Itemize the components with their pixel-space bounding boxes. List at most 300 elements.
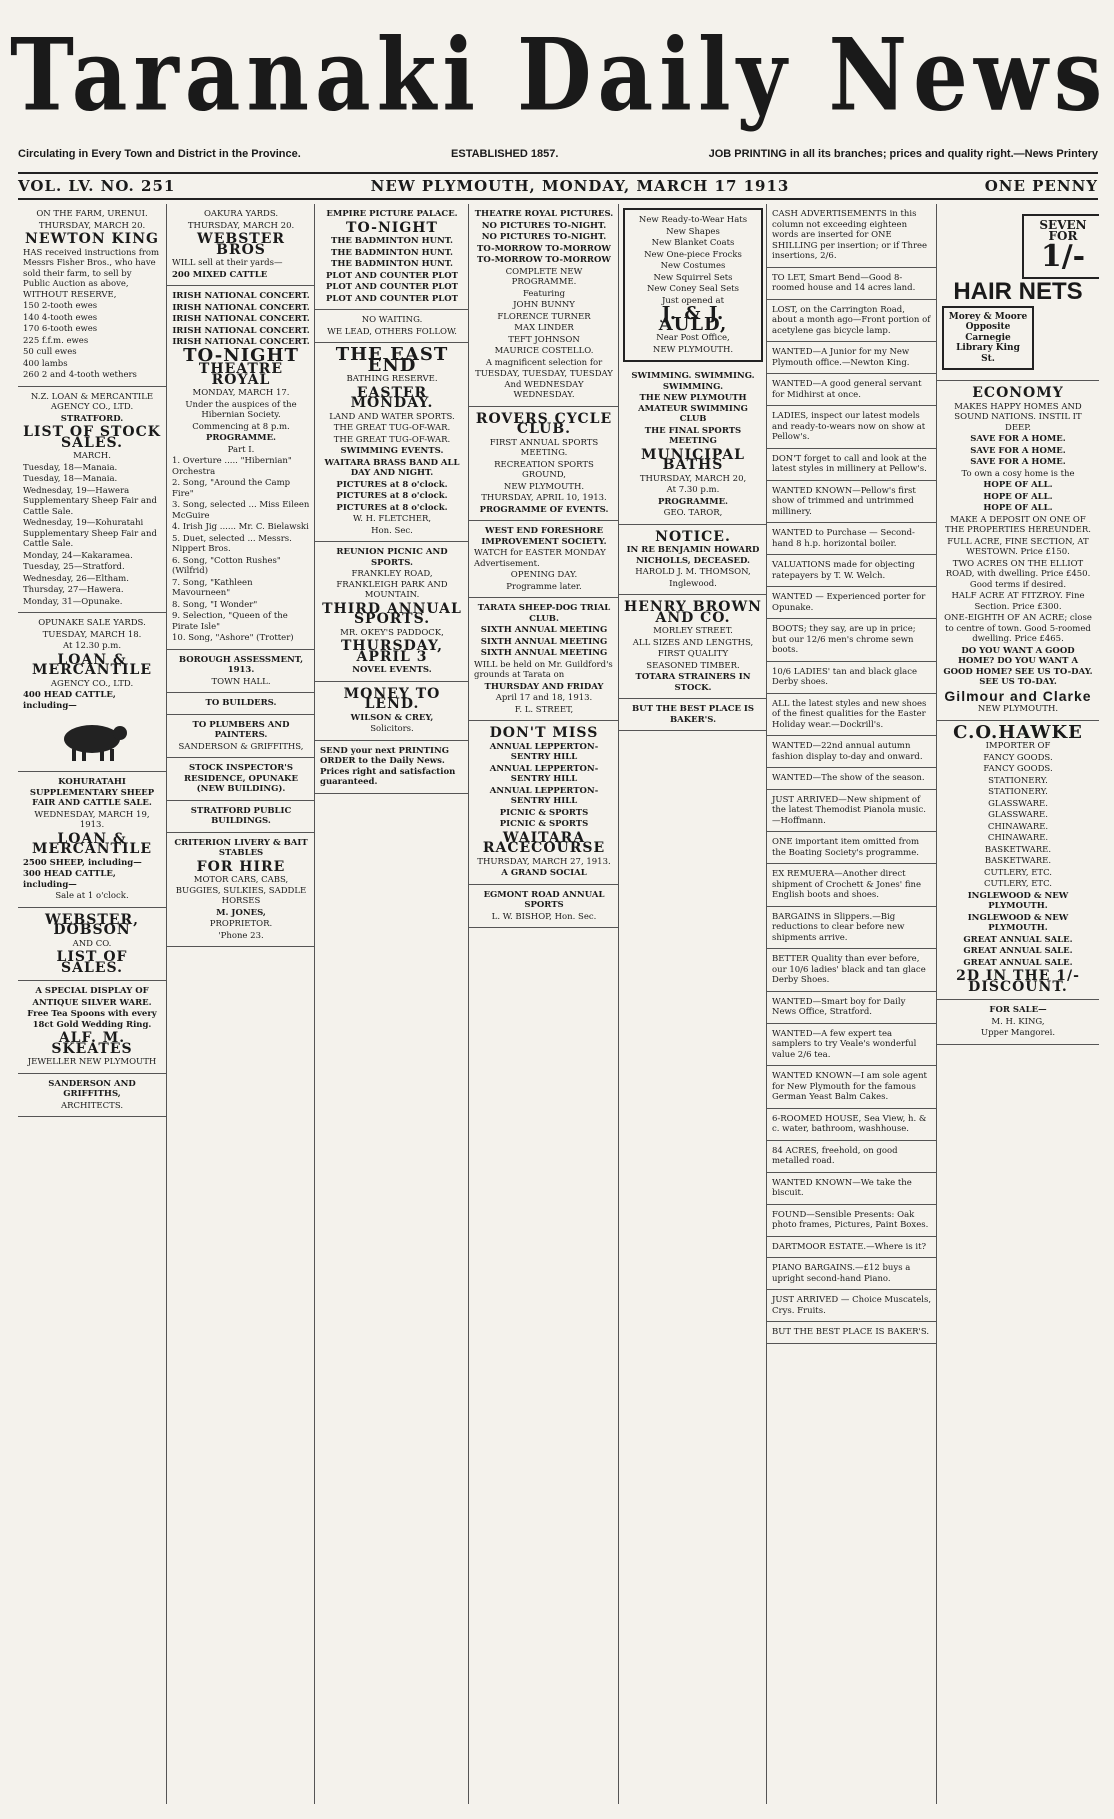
concert-line: IRISH NATIONAL CONCERT. <box>172 325 310 336</box>
thursday-friday: THURSDAY AND FRIDAY <box>484 681 604 692</box>
hair-nets: HAIR NETS <box>953 278 1083 305</box>
skeates-sub: JEWELLER NEW PLYMOUTH <box>27 1057 157 1067</box>
spoons: Free Tea Spoons with every 18ct Gold Wedding Ring. <box>27 1009 157 1030</box>
stratford-buildings-ad <box>167 801 315 833</box>
goods-item: FANCY GOODS. <box>983 752 1053 763</box>
circulating-text: Circulating in Every Town and District in the Province. <box>18 148 301 160</box>
goods-item: STATIONERY. <box>988 787 1048 797</box>
auld-item: New One-piece Frocks <box>644 249 742 260</box>
hope-all: HOPE OF ALL. <box>983 480 1053 490</box>
goods-item: BASKETWARE. <box>984 844 1052 855</box>
motor-cars: MOTOR CARS, CABS, BUGGIES, SULKIES, SADDLE HORSES <box>175 875 307 906</box>
first-annual: FIRST ANNUAL SPORTS MEETING. <box>489 437 599 458</box>
time: At 7.30 p.m. <box>666 485 720 495</box>
classified-ad <box>767 1173 937 1205</box>
silver-ad <box>18 981 166 1074</box>
king: M. H. KING, <box>991 1016 1045 1027</box>
totara: TOTARA STRAINERS IN STOCK. <box>635 672 751 693</box>
skeates: ALF. M. SKEATES <box>51 1030 133 1057</box>
importer: IMPORTER OF <box>985 741 1051 751</box>
programme-item: 7. Song, "Kathleen Mavourneen" <box>172 577 253 598</box>
days: TUESDAY, TUESDAY, TUESDAY And WEDNESDAY WEDNESDAY. <box>475 369 613 400</box>
wilson-crey: WILSON & CREY, <box>350 712 434 723</box>
silver-head: A SPECIAL DISPLAY OF <box>35 986 149 996</box>
stock-item: 225 f.f.m. ewes <box>23 335 89 346</box>
classified-ad <box>767 1258 937 1290</box>
cattle-heading-2: 300 HEAD CATTLE, including— <box>23 869 116 890</box>
column-2 <box>166 204 315 1804</box>
classified-ad <box>767 768 937 790</box>
waitara-racecourse: WAITARA RACECOURSE <box>482 829 606 856</box>
silver-ware: ANTIQUE SILVER WARE. <box>32 997 152 1008</box>
star: MAURICE COSTELLO. <box>494 346 594 356</box>
third-annual: THIRD ANNUAL SPORTS. <box>322 600 462 627</box>
for-sale-ad <box>937 1000 1099 1045</box>
auld-np: NEW PLYMOUTH. <box>652 344 734 355</box>
concert-line: IRISH NATIONAL CONCERT. <box>172 302 310 313</box>
classified-text: PIANO BARGAINS.—£12 buys a upright second-hand Piano. <box>772 1263 911 1284</box>
timber: SEASONED TIMBER. <box>646 660 740 671</box>
seven-price: 1/- <box>1040 239 1086 274</box>
column-4 <box>468 204 619 1804</box>
sale-item: Tuesday, 18—Manaia. <box>23 474 118 484</box>
stock-item: 150 2-tooth ewes <box>23 301 98 311</box>
okey: MR. OKEY'S PADDOCK, <box>340 627 444 638</box>
sale-item: Thursday, 27—Hawera. <box>23 585 124 595</box>
easter-monday: EASTER MONDAY. <box>350 384 434 411</box>
tarata: TARATA SHEEP-DOG TRIAL CLUB. <box>477 603 611 624</box>
swim-programme: PROGRAMME. <box>657 496 729 507</box>
town-hall: TOWN HALL. <box>211 676 271 687</box>
hope-all: HOPE OF ALL. <box>983 503 1053 513</box>
seven-for-ad <box>937 204 1099 381</box>
novel-events: NOVEL EVENTS. <box>352 665 432 675</box>
fitzroy: HALF ACRE AT FITZROY. Fine Section. Price £300. <box>951 591 1085 612</box>
matinee: A magnificent selection for <box>485 357 603 368</box>
rovers-ad <box>469 407 619 522</box>
classified-ad <box>767 790 937 833</box>
opunake-ad <box>18 613 166 772</box>
classified-ad <box>767 662 937 694</box>
near-post-office: Near Post Office, <box>656 333 730 343</box>
no-waiting: NO WAITING. <box>361 315 423 325</box>
sale-time: Sale at 1 o'clock. <box>55 891 129 901</box>
classified-ad <box>767 619 937 662</box>
sale-item: Tuesday, 18—Manaia. <box>23 462 118 473</box>
east-end-ad <box>315 343 469 542</box>
j-j-auld: J. & J. AULD, <box>658 303 728 335</box>
sanderson-ad <box>18 1074 166 1118</box>
column-6 <box>766 204 937 1804</box>
pictures: PICTURES at 8 o'clock. <box>336 502 448 513</box>
sizes: ALL SIZES AND LENGTHS, <box>632 637 754 648</box>
badminton: THE BADMINTON HUNT. <box>331 247 453 258</box>
classified-ad <box>767 449 937 481</box>
plot: PLOT AND COUNTER PLOT <box>325 293 459 304</box>
seven-for-box <box>1022 214 1099 279</box>
seven-for: SEVEN FOR <box>1039 218 1087 243</box>
sale-item: Wednesday, 19—Kohuratahi Supplementary Sheep Fair and Cattle Sale. <box>23 518 157 549</box>
stratford: STRATFORD. <box>60 413 124 424</box>
classified-text: WANTED KNOWN—I am sole agent for New Plymouth for the famous German Yeast Balm Cakes. <box>772 1071 927 1102</box>
hawke-ad <box>937 721 1099 1001</box>
jones: M. JONES, <box>216 907 266 918</box>
classified-ad <box>767 1322 937 1344</box>
loan-mercantile-2: LOAN & MERCANTILE <box>31 830 153 857</box>
brass-band: WAITARA BRASS BAND ALL DAY AND NIGHT. <box>324 457 460 478</box>
kohuratahi-ad <box>18 772 166 908</box>
newton-text: HAS received instructions from Messrs Fisher Bros., who have sold their farm, to sell by Public Auction as above, WITHOUT RESERVE, <box>23 247 160 300</box>
economy: ECONOMY <box>972 385 1064 401</box>
cash-notice <box>767 204 937 268</box>
star: FLORENCE TURNER <box>497 311 591 322</box>
money-ad <box>315 682 469 741</box>
column-5 <box>618 204 767 1804</box>
column-1 <box>18 204 166 1804</box>
webster-dobson: WEBSTER, DOBSON <box>45 911 139 938</box>
sixth-annual: SIXTH ANNUAL MEETING <box>480 636 608 647</box>
notice: NOTICE. <box>655 528 731 545</box>
lepperton: ANNUAL LEPPERTON-SENTRY HILL <box>489 741 599 762</box>
classified-text: WANTED—22nd annual autumn fashion display to-day and onward. <box>772 741 923 762</box>
star: MAX LINDER <box>514 323 574 333</box>
programme-item: 9. Selection, "Queen of the Pirate Isle" <box>172 611 288 632</box>
henry-brown: HENRY BROWN AND CO. <box>624 599 762 626</box>
waiting-ad <box>315 310 469 343</box>
send-printing: SEND your next PRINTING ORDER to the Daily News. Prices right and satisfaction guaranteed. <box>320 745 456 787</box>
classified-ad <box>767 268 937 300</box>
want-home: DO YOU WANT A GOOD HOME? DO YOU WANT A GOOD HOME? SEE US TO-DAY. SEE US TO-DAY. <box>943 645 1093 687</box>
bathing: BATHING RESERVE. <box>346 374 438 384</box>
west-end-ad <box>469 521 619 598</box>
webster-sub: AND CO. <box>72 938 112 949</box>
newton-king-ad <box>18 204 166 387</box>
classified-ad <box>767 1237 937 1259</box>
lepperton: ANNUAL LEPPERTON-SENTRY HILL <box>489 763 599 784</box>
no-pictures: NO PICTURES TO-NIGHT. <box>481 220 607 231</box>
classified-text: 6-ROOMED HOUSE, Sea View, h. & c. water, bathroom, washhouse. <box>772 1113 927 1134</box>
classified-ad <box>767 1109 937 1141</box>
save-home: SAVE FOR A HOME. <box>970 457 1066 467</box>
annual-sale: GREAT ANNUAL SALE. <box>963 957 1073 968</box>
auld-item: New Blanket Coats <box>651 238 735 248</box>
architects: ARCHITECTS. <box>60 1100 124 1111</box>
rovers-np: NEW PLYMOUTH. <box>503 481 585 492</box>
lepperton: ANNUAL LEPPERTON-SENTRY HILL <box>489 785 599 806</box>
tug-of-war: THE GREAT TUG-OF-WAR. <box>333 434 451 445</box>
april-dates: April 17 and 18, 1913. <box>495 693 593 703</box>
guildford: WILL be held on Mr. Guildford's grounds at Tarata on <box>474 659 613 680</box>
sixth-annual: SIXTH ANNUAL MEETING <box>480 648 608 658</box>
classified-text: WANTED to Purchase — Second-hand 8 h.p. horizontal boiler. <box>772 528 915 549</box>
classified-text: WANTED—Smart boy for Daily News Office, Stratford. <box>772 996 906 1017</box>
classified-ad <box>767 1024 937 1067</box>
classified-ad <box>767 406 937 449</box>
henry-brown-ad <box>619 595 767 699</box>
baker-ad <box>619 699 767 731</box>
stratford-buildings: STRATFORD PUBLIC BUILDINGS. <box>190 805 292 826</box>
classified-text: WANTED KNOWN—Pellow's first show of trimmed and untrimmed millinery. <box>772 485 916 517</box>
programme-item: 1. Overture ..... "Hibernian" Orchestra <box>172 456 292 477</box>
pictures: PICTURES at 8 o'clock. <box>336 491 448 501</box>
tug-of-war: THE GREAT TUG-OF-WAR. <box>333 423 451 433</box>
nz-loan: N.Z. LOAN & MERCANTILE AGENCY CO., LTD. <box>30 391 154 412</box>
webster-text: WILL sell at their yards— <box>172 258 283 268</box>
classified-ad <box>767 864 937 907</box>
opunake-time: At 12.30 p.m. <box>62 641 122 651</box>
farm-heading: ON THE FARM, URENUI. <box>36 209 148 219</box>
classified-text: JUST ARRIVED—New shipment of the latest Themodist Pianola music.—Hoffmann. <box>772 794 926 826</box>
sale-item: Monday, 24—Kakaramea. <box>23 550 133 561</box>
classified-ad <box>767 300 937 343</box>
empire-tonight: TO-NIGHT <box>346 219 438 236</box>
full-acre: FULL ACRE, FINE SECTION, AT WESTOWN. Price £150. <box>947 536 1089 557</box>
classified-text: WANTED KNOWN—We take the biscuit. <box>772 1177 912 1198</box>
grand-social: A GRAND SOCIAL <box>501 868 587 878</box>
classified-ad <box>767 1141 937 1173</box>
classified-ad <box>767 949 937 992</box>
east-end: THE EAST END <box>335 344 449 376</box>
classified-ad <box>767 1290 937 1322</box>
programme-item: 6. Song, "Cotton Rushes" (Wilfrid) <box>172 555 281 576</box>
cash-text: CASH ADVERTISEMENTS in this column not exceeding eighteen words are inserted for ONE SHILLING per insertion; or if Three insertions, 2/6. <box>772 209 928 261</box>
recreation: RECREATION SPORTS GROUND, <box>494 459 594 480</box>
quality: FIRST QUALITY <box>657 649 729 659</box>
classified-ad <box>767 587 937 619</box>
np-club: THE NEW PLYMOUTH AMATEUR SWIMMING CLUB <box>638 393 748 424</box>
classified-text: LADIES, inspect our latest models and ready-to-wears now on show at Pellow's. <box>772 411 926 442</box>
auld-ad <box>623 208 763 362</box>
classified-ad <box>767 1066 937 1109</box>
programme-item: 2. Song, "Around the Camp Fire" <box>172 478 291 499</box>
masthead-title: Taranaki Daily News <box>10 17 1109 134</box>
swimming-events: SWIMMING EVENTS. <box>340 446 444 456</box>
column-3 <box>314 204 469 1804</box>
classified-ad <box>767 1205 937 1237</box>
auld-item: New Coney Seal Sets <box>646 284 740 294</box>
inglewood-np: INGLEWOOD & NEW PLYMOUTH. <box>967 890 1069 911</box>
land-water: LAND AND WATER SPORTS. <box>329 411 455 422</box>
goods-item: CUTLERY, ETC. <box>983 879 1053 889</box>
classified-text: WANTED—A few expert tea samplers to try Veale's wonderful value 2/6 tea. <box>772 1028 917 1060</box>
plumbers: TO PLUMBERS AND PAINTERS. <box>192 719 290 740</box>
sale-item: Wednesday, 26—Eltham. <box>23 573 129 584</box>
concert-line: IRISH NATIONAL CONCERT. <box>172 337 310 347</box>
borough: BOROUGH ASSESSMENT, 1913. <box>178 654 304 675</box>
economy-ad <box>937 381 1099 721</box>
inglewood: Inglewood. <box>669 578 717 589</box>
programme-item: 8. Song, "I Wonder" <box>172 599 258 610</box>
concert-line: IRISH NATIONAL CONCERT. <box>172 291 310 301</box>
goods-item: GLASSWARE. <box>988 810 1048 820</box>
stock-item: 140 4-tooth ewes <box>23 312 98 323</box>
theatre-royal: THEATRE ROYAL <box>198 361 284 388</box>
opunake-date: TUESDAY, MARCH 18. <box>42 629 142 640</box>
programme-item: 5. Duet, selected ... Messrs. Nippert Bros. <box>172 533 292 554</box>
goods-item: BASKETWARE. <box>984 856 1052 866</box>
kohuratahi: KOHURATAHI SUPPLEMENTARY SHEEP FAIR AND CATTLE SALE. <box>29 777 155 808</box>
final-sports: THE FINAL SPORTS MEETING <box>644 425 742 446</box>
oakura: OAKURA YARDS. <box>203 209 279 219</box>
loan-mercantile: LOAN & MERCANTILE <box>31 651 153 678</box>
programme-item: 3. Song, selected ... Miss Eileen McGuire <box>172 500 310 521</box>
thursday-march-27: THURSDAY, MARCH 27, 1913. <box>477 856 611 867</box>
swimming-ad <box>619 366 767 525</box>
theatre-royal-pictures: THEATRE ROYAL PICTURES. <box>474 209 614 219</box>
price: ONE PENNY <box>984 177 1098 195</box>
tonight: TO-NIGHT <box>183 344 299 366</box>
criterion: CRITERION LIVERY & BAIT STABLES <box>174 837 308 858</box>
classified-text: WANTED — Experienced porter for Opunake. <box>772 592 926 613</box>
classified-text: VALUATIONS made for objecting ratepayers by T. W. Welch. <box>772 560 915 581</box>
printing-ad <box>315 741 469 794</box>
classified-ad <box>767 374 937 406</box>
nz-loan-ad <box>18 387 166 614</box>
criterion-ad <box>167 833 315 948</box>
classified-ad <box>767 523 937 555</box>
columns <box>18 204 1098 1804</box>
loan-sub: AGENCY CO., LTD. <box>50 678 134 689</box>
discount: 2D IN THE 1/- DISCOUNT. <box>956 968 1080 995</box>
we-lead: WE LEAD, OTHERS FOLLOW. <box>327 326 457 337</box>
reunion-ad <box>315 542 469 682</box>
inglewood-np: INGLEWOOD & NEW PLYMOUTH. <box>967 912 1069 933</box>
rovers: ROVERS CYCLE CLUB. <box>475 410 613 437</box>
sixth-annual: SIXTH ANNUAL MEETING <box>480 625 608 635</box>
classified-text: WANTED—A good general servant for Midhirst at once. <box>772 379 922 400</box>
programme: PROGRAMME. <box>205 433 277 443</box>
solicitors: Solicitors. <box>370 724 414 734</box>
egmont-ad <box>469 885 619 929</box>
thursday-april-10: THURSDAY, APRIL 10, 1913. <box>481 493 607 503</box>
programme-item: 10. Song, "Ashore" (Trotter) <box>172 633 294 643</box>
programme-later: Programme later. <box>506 581 582 592</box>
for-hire: FOR HIRE <box>196 858 286 875</box>
masthead <box>10 12 1109 140</box>
gilmour-sub: NEW PLYMOUTH. <box>977 704 1059 714</box>
builders-ad <box>167 693 315 715</box>
plot: PLOT AND COUNTER PLOT <box>325 270 459 281</box>
events: PROGRAMME OF EVENTS. <box>479 504 609 515</box>
sheep-heading: 2500 SHEEP, including— <box>23 857 142 868</box>
opening-day: OPENING DAY. <box>510 570 578 580</box>
hibernian: Under the auspices of the Hibernian Society. <box>185 399 297 420</box>
swimming: SWIMMING. SWIMMING. SWIMMING. <box>631 371 755 392</box>
classified-ad <box>767 342 937 374</box>
classified-text: BOOTS; they say, are up in price; but our 12/6 men's chrome sewn boots. <box>772 624 916 655</box>
dont-miss: DON'T MISS <box>489 725 599 741</box>
stock-item: 400 lambs <box>23 358 68 369</box>
one-eighth: ONE-EIGHTH OF AN ACRE; close to centre of town. Good 5-roomed dwelling. Price £465. <box>944 613 1092 644</box>
no-pictures: NO PICTURES TO-NIGHT. <box>481 232 607 242</box>
annual-sale: GREAT ANNUAL SALE. <box>963 946 1073 956</box>
estate: IN RE BENJAMIN HOWARD NICHOLLS, DECEASED. <box>626 545 760 566</box>
volume: VOL. LV. NO. 251 <box>18 177 176 195</box>
reunion: REUNION PICNIC AND SPORTS. <box>336 547 448 568</box>
classified-ad <box>767 481 937 524</box>
borough-ad <box>167 650 315 694</box>
hon-sec: Hon. Sec. <box>371 525 413 536</box>
auld-item: New Costumes <box>660 261 726 271</box>
thomson: HAROLD J. M. THOMSON, <box>635 567 751 577</box>
sale-item: Wednesday, 19—Hawera Supplementary Sheep Fair and Cattle Sale. <box>23 485 157 517</box>
money-to-lend: MONEY TO LEND. <box>343 685 441 712</box>
march: MARCH. <box>73 451 111 461</box>
classified-text: EX REMUERA—Another direct shipment of Crochett & Jones' fine English boots and shoes. <box>772 869 921 900</box>
picnic-sports: PICNIC & SPORTS <box>499 807 589 818</box>
goods-item: GLASSWARE. <box>988 798 1048 809</box>
classified-ad <box>767 907 937 950</box>
c-o-hawke: C.O.HAWKE <box>953 721 1083 743</box>
goods-item: STATIONERY. <box>988 775 1048 786</box>
classified-text: WANTED—A Junior for my New Plymouth office.—Newton King. <box>772 347 910 368</box>
watch: WATCH for EASTER MONDAY Advertisement. <box>474 548 606 569</box>
stock-inspector: STOCK INSPECTOR'S RESIDENCE, OPUNAKE (NEW BUILDING). <box>184 763 298 794</box>
badminton: THE BADMINTON HUNT. <box>331 259 453 269</box>
fletcher: W. H. FLETCHER, <box>352 514 432 524</box>
classified-text: DON'T forget to call and look at the latest styles in millinery at Pellow's. <box>772 453 927 474</box>
star: TEFT JOHNSON <box>508 334 580 345</box>
star: JOHN BUNNY <box>513 300 575 310</box>
tomorrow: TO-MORROW TO-MORROW <box>477 255 611 265</box>
theatre-royal-pictures-ad <box>469 204 619 407</box>
classified-text: BUT THE BEST PLACE IS BAKER'S. <box>772 1327 930 1337</box>
classified-text: ALL the latest styles and new shoes of the finest qualities for the Easter Holiday wear.—Dockrill's. <box>772 698 927 730</box>
builders: TO BUILDERS. <box>205 698 277 708</box>
save-home: SAVE FOR A HOME. <box>970 434 1066 444</box>
cattle-heading: 400 HEAD CATTLE, including— <box>23 690 116 711</box>
classified-text: JUST ARRIVED — Choice Muscatels, Crys. Fruits. <box>772 1295 932 1316</box>
monday-date: MONDAY, MARCH 17. <box>192 388 290 398</box>
webster-bros-ad <box>167 204 315 286</box>
tomorrow: TO-MORROW TO-MORROW <box>477 243 611 254</box>
proprietor: PROPRIETOR. <box>209 919 273 929</box>
empire-ad <box>315 204 469 310</box>
classified-text: BETTER Quality than ever before, our 10/6 ladies' black and tan glace Derby Shoes. <box>772 954 926 985</box>
classified-text: FOUND—Sensible Presents: Oak photo frames, Pictures, Paint Boxes. <box>772 1209 929 1230</box>
badminton: THE BADMINTON HUNT. <box>331 236 453 246</box>
picnic-sports: PICNIC & SPORTS <box>499 819 589 829</box>
stock-item: 50 cull ewes <box>23 347 77 357</box>
classified-ad <box>767 736 937 768</box>
lepperton-ad <box>469 721 619 885</box>
commencing: Commencing at 8 p.m. <box>192 421 290 432</box>
west-end: WEST END FORESHORE IMPROVEMENT SOCIETY. <box>481 526 607 547</box>
goods-item: FANCY GOODS. <box>983 764 1053 774</box>
webster-bros: WEBSTER BROS <box>196 231 286 258</box>
masthead-subline <box>18 148 1098 160</box>
bishop: L. W. BISHOP, Hon. Sec. <box>491 911 597 922</box>
notice-ad <box>619 525 767 596</box>
classified-text: 84 ACRES, freehold, on good metalled road. <box>772 1145 898 1166</box>
featuring: Featuring <box>522 288 566 299</box>
auld-item: New Squirrel Sets <box>653 272 733 283</box>
thursday-april: THURSDAY, APRIL 3 <box>341 638 443 665</box>
classified-ad <box>767 555 937 587</box>
classified-text: 10/6 LADIES' tan and black glace Derby shoes. <box>772 666 918 687</box>
empire: EMPIRE PICTURE PALACE. <box>326 209 458 219</box>
classified-text: BARGAINS in Slippers.—Big reductions to clear before new shipments arrive. <box>772 911 905 943</box>
frankley: FRANKLEY ROAD, FRANKLEIGH PARK AND MOUNTAIN. <box>336 569 448 600</box>
goods-item: CHINAWARE. <box>987 821 1049 832</box>
goods-item: CHINAWARE. <box>987 833 1049 843</box>
webster-list: LIST OF SALES. <box>56 949 128 976</box>
auld-item: New Ready-to-Wear Hats <box>638 215 748 225</box>
kohuratahi-date: WEDNESDAY, MARCH 19, 1913. <box>34 809 150 830</box>
sale-item: Monday, 31—Opunake. <box>23 596 123 607</box>
pictures: PICTURES at 8 o'clock. <box>336 479 448 490</box>
classified-ad <box>767 992 937 1024</box>
